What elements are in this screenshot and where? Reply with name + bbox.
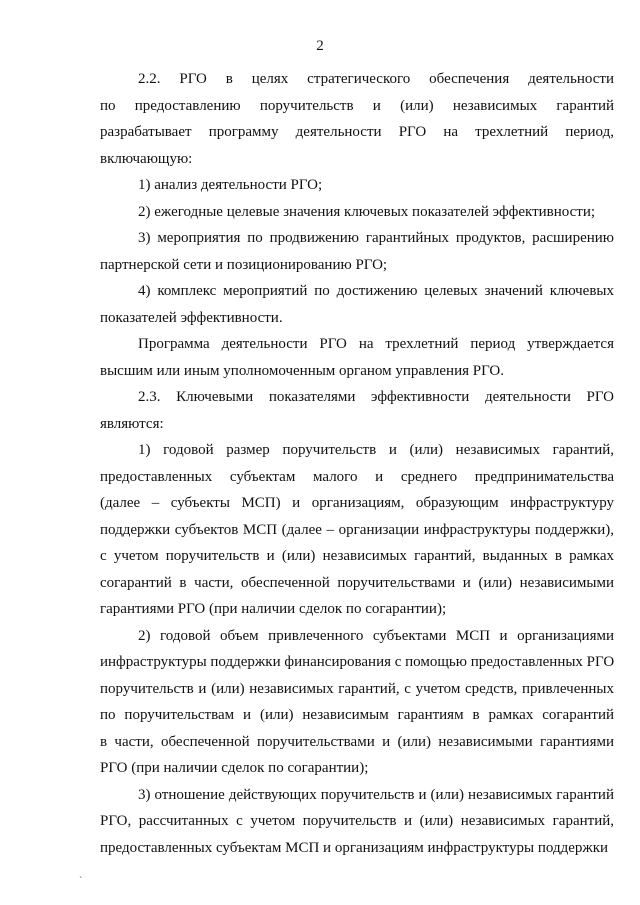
page-number: 2 — [316, 38, 324, 54]
paragraph-p-kpi3 — [100, 782, 614, 862]
text-line: Программа деятельности РГО на трехлетний период утверждается — [138, 336, 614, 352]
text-line: 4) комплекс мероприятий по достижению целевых значений ключевых — [138, 283, 614, 299]
text-line: 2.2. РГО в целях стратегического обеспечения деятельности — [138, 71, 614, 87]
text-line: поддержки субъектов МСП (далее – организации инфраструктуры поддержки), — [100, 521, 614, 538]
document-body — [100, 66, 614, 861]
text-line: поручительств и (или) независимых гарантий, с учетом средств, привлеченных — [100, 680, 614, 697]
text-line: высшим или иным уполномоченным органом управления РГО. — [100, 362, 504, 379]
paragraph-p2-3 — [100, 384, 614, 437]
text-line: 3) мероприятия по продвижению гарантийных продуктов, расширению — [138, 230, 614, 246]
paragraph-p-item2 — [100, 199, 614, 226]
text-line: 1) анализ деятельности РГО; — [138, 177, 323, 193]
text-line: предоставленных субъектам малого и среднего предпринимательства — [100, 468, 614, 485]
paragraph-p-kpi2 — [100, 623, 614, 782]
text-line: 2) годовой объем привлеченного субъектами МСП и организациями — [138, 627, 614, 644]
text-line: инфраструктуры поддержки финансирования с помощью предоставленных РГО — [100, 654, 615, 670]
text-line: 2) ежегодные целевые значения ключевых показателей эффективности; — [138, 203, 596, 220]
text-line: в части, обеспеченной поручительствами и (или) независимыми гарантиями — [100, 733, 614, 750]
scan-artifact-mark: ` — [79, 876, 83, 887]
text-line: 2.3. Ключевыми показателями эффективности деятельности РГО — [138, 389, 614, 405]
paragraph-p-program — [100, 331, 614, 384]
text-line: партнерской сети и позиционированию РГО; — [100, 256, 388, 273]
paragraph-p-item1 — [100, 172, 614, 199]
text-line: 1) годовой размер поручительств и (или) независимых гарантий, — [138, 442, 614, 458]
text-line: являются: — [100, 415, 164, 432]
text-line: 3) отношение действующих поручительств и (или) независимых гарантий — [138, 786, 614, 803]
paragraph-p-item4 — [100, 278, 614, 331]
text-line: разрабатывает программу деятельности РГО на трехлетний период, — [100, 124, 614, 140]
text-line: РГО, рассчитанных с учетом поручительств и (или) независимых гарантий, — [100, 813, 614, 829]
text-line: (далее – субъекты МСП) и организациям, образующим инфраструктуру — [100, 495, 614, 511]
text-line: по предоставлению поручительств и (или) независимых гарантий — [100, 97, 614, 114]
paragraph-p-item3 — [100, 225, 614, 278]
text-line: согарантий в части, обеспеченной поручительствами и (или) независимыми — [100, 574, 614, 591]
text-line: с учетом поручительств и (или) независимых гарантий, выданных в рамках — [100, 548, 614, 564]
text-line: РГО (при наличии сделок по согарантии); — [100, 760, 369, 776]
text-line: включающую: — [100, 150, 193, 167]
text-line: показателей эффективности. — [100, 309, 283, 326]
paragraph-p-kpi1 — [100, 437, 614, 623]
text-line: предоставленных субъектам МСП и организациям инфраструктуры поддержки — [100, 839, 609, 856]
text-line: по поручительствам и (или) независимым гарантиям в рамках согарантий — [100, 707, 614, 723]
text-line: гарантиями РГО (при наличии сделок по согарантии); — [100, 601, 447, 617]
paragraph-p2-2 — [100, 66, 614, 172]
